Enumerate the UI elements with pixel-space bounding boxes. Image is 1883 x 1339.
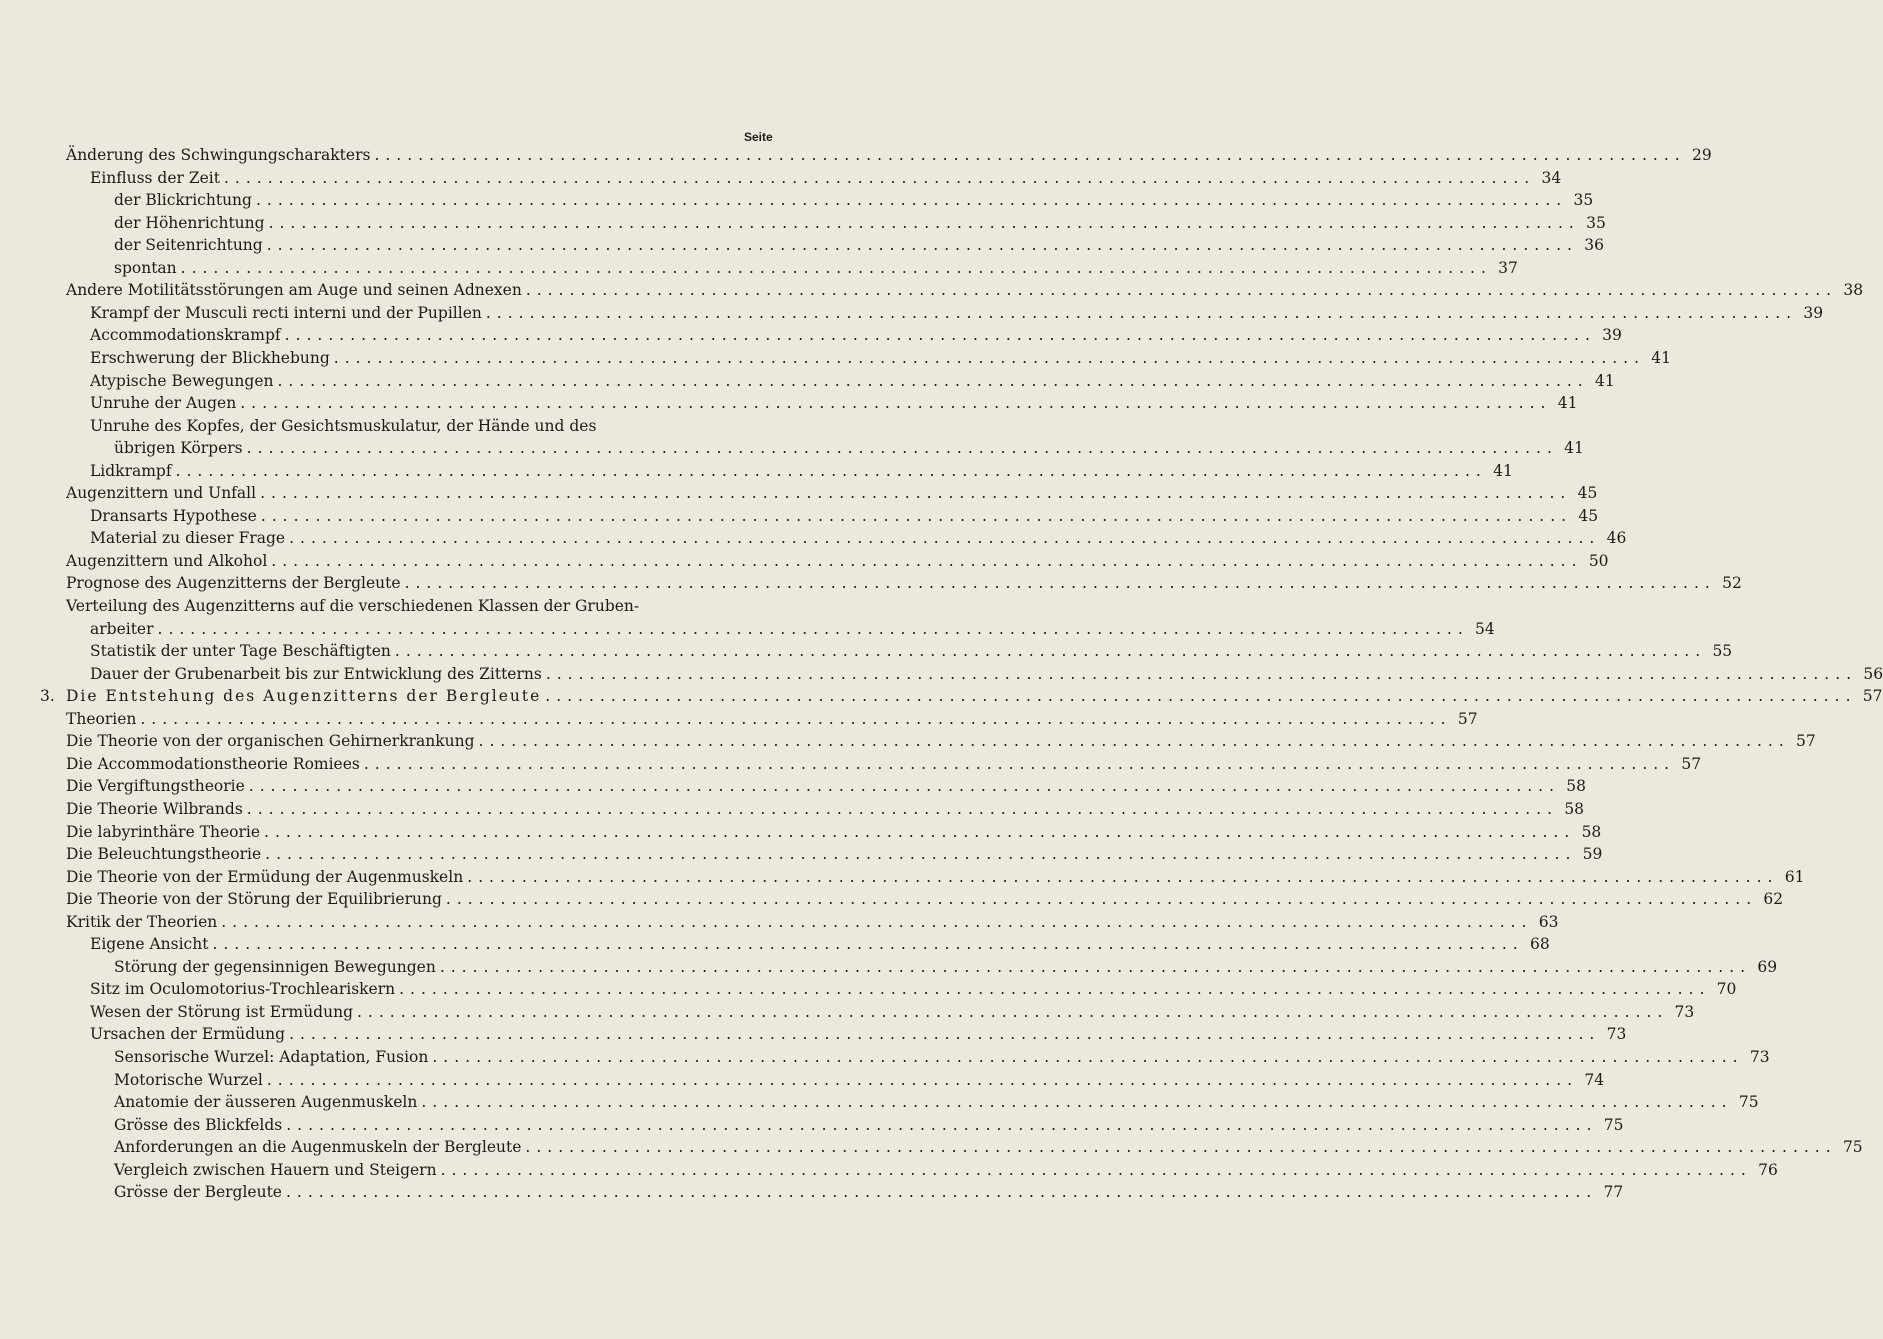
toc-entry-title: Die Entstehung des Augenzitterns der Bergleute: [66, 687, 542, 706]
toc-entry-title: Eigene Ansicht: [90, 935, 209, 954]
toc-page-number: 46: [1606, 529, 1627, 548]
dot-leader: ........................................................................................................................: [374, 146, 1686, 164]
toc-entry-title: Vergleich zwischen Hauern und Steigern: [114, 1160, 437, 1179]
toc-page-number: 57: [1457, 709, 1478, 728]
dot-leader: ........................................................................................................................: [180, 258, 1492, 277]
toc-entry: [0, 1069, 1605, 1091]
toc-entry: [0, 167, 1562, 189]
toc-entry-title: Sensorische Wurzel: Adaptation, Fusion: [114, 1048, 429, 1066]
toc-page-number: 75: [1603, 1115, 1624, 1134]
toc-entry: [0, 956, 1778, 978]
toc-page-number: 75: [1842, 1138, 1863, 1157]
toc-entry: [0, 347, 1672, 369]
toc-page-number: 61: [1784, 867, 1805, 886]
toc-entry: [0, 821, 1602, 843]
toc-page-number: 56: [1863, 664, 1883, 683]
dot-leader: ........................................................................................................................: [284, 326, 1596, 345]
toc-entry-title: Andere Motilitätsstörungen am Auge und seinen Adnexen: [66, 281, 522, 300]
toc-entry: [0, 978, 1737, 1000]
dot-leader: ........................................................................................................................: [394, 642, 1707, 661]
toc-page-number: 41: [1557, 394, 1578, 413]
toc-entry: [0, 730, 1816, 752]
toc-entry-title: Einfluss der Zeit: [90, 168, 220, 187]
toc-page-number: 41: [1595, 371, 1615, 390]
toc-page-number: 59: [1582, 845, 1603, 864]
toc-page-number: 74: [1584, 1070, 1605, 1089]
dot-leader: ........................................................................................................................: [175, 461, 1487, 480]
dot-leader: ........................................................................................................................: [289, 1025, 1601, 1044]
toc-entry-title: Störung der gegensinnigen Bewegungen: [114, 957, 436, 976]
toc-entry-title: Augenzittern und Alkohol: [66, 551, 268, 570]
dot-leader: ........................................................................................................................: [363, 754, 1676, 773]
toc-entry-title: arbeiter: [90, 619, 154, 638]
toc-entry: [0, 685, 1883, 707]
toc-page-number: 75: [1738, 1093, 1759, 1112]
toc-entry: [0, 505, 1599, 527]
toc-page-number: 58: [1564, 799, 1585, 818]
toc-entry: [0, 798, 1585, 820]
toc-entry: [0, 392, 1578, 414]
toc-page-number: 37: [1498, 258, 1518, 277]
toc-entry: [0, 370, 1615, 392]
toc-entry: [0, 775, 1587, 797]
toc-entry-title: Die Theorie Wilbrands: [66, 799, 243, 818]
dot-leader: ........................................................................................................................: [432, 1048, 1744, 1066]
toc-entry-title: Wesen der Störung ist Ermüdung: [90, 1002, 353, 1021]
toc-entry: [0, 663, 1883, 685]
toc-page-number: 70: [1716, 980, 1737, 999]
toc-entry: [0, 1091, 1759, 1113]
toc-page-number: 58: [1581, 822, 1602, 841]
dot-leader: ........................................................................................................................: [140, 709, 1452, 728]
toc-entry: [0, 550, 1609, 572]
toc-entry-title: Atypische Bewegungen: [90, 371, 274, 390]
toc-entry: [0, 527, 1627, 549]
toc-entry: [0, 708, 1478, 730]
toc-entry: [0, 257, 1518, 279]
toc-entry-title: Die Beleuchtungstheorie: [66, 845, 262, 864]
toc-page-number: 58: [1566, 777, 1587, 796]
dot-leader: ........................................................................................................................: [286, 1115, 1598, 1134]
toc-entry-title: Accommodationskrampf: [90, 326, 281, 345]
toc-entry: [0, 482, 1598, 504]
dot-leader: ........................................................................................................................: [266, 236, 1578, 255]
toc-entry-title: Dauer der Grubenarbeit bis zur Entwicklung des Zitterns: [90, 664, 542, 683]
toc-entry-title: übrigen Körpers: [114, 439, 243, 458]
toc-entry: [0, 753, 1702, 775]
dot-leader: ........................................................................................................................: [357, 1002, 1669, 1021]
dot-leader: ........................................................................................................................: [212, 935, 1524, 954]
toc-entry-title: Material zu dieser Frage: [90, 529, 286, 548]
toc-page-number: 34: [1541, 168, 1562, 187]
toc-entry: [0, 640, 1733, 662]
toc-page-number: 73: [1606, 1025, 1627, 1044]
toc-entry-title: Theorien: [66, 709, 137, 728]
toc-page-number: 55: [1712, 642, 1733, 661]
toc-entry: [0, 1001, 1695, 1023]
toc-entry: [0, 618, 1495, 640]
toc-entry-title: Statistik der unter Tage Beschäftigten: [90, 642, 391, 661]
toc-entry: [0, 1136, 1863, 1158]
dot-leader: ........................................................................................................................: [478, 732, 1790, 751]
toc-page-number: 41: [1564, 439, 1584, 458]
dot-leader: ........................................................................................................................: [157, 619, 1469, 638]
toc-entry: [0, 415, 801, 437]
dot-leader: ........................................................................................................................: [266, 1070, 1579, 1089]
toc-entry-title: Die Theorie von der Ermüdung der Augenmuskeln: [66, 867, 464, 886]
toc-entry-title: Augenzittern und Unfall: [66, 484, 257, 503]
toc-entry-title: Kritik der Theorien: [66, 912, 218, 931]
toc-entry-title: Die Vergiftungstheorie: [66, 777, 245, 796]
toc-page-number: 39: [1602, 326, 1622, 345]
toc-entry-title: Anforderungen an die Augenmuskeln der Bergleute: [114, 1138, 522, 1157]
dot-leader: ........................................................................................................................: [277, 371, 1589, 390]
toc-page-number: 29: [1691, 146, 1712, 164]
toc-entry-title: Die Accommodationstheorie Romiees: [66, 754, 360, 773]
toc-entry-title: spontan: [114, 258, 177, 277]
dot-leader: ........................................................................................................................: [485, 303, 1798, 322]
dot-leader: ........................................................................................................................: [467, 867, 1779, 886]
toc-entry-title: Dransarts Hypothese: [90, 506, 257, 525]
toc-entry: [0, 595, 801, 617]
toc-page-number: 45: [1577, 484, 1598, 503]
toc-entry: [0, 572, 1742, 594]
toc-page-number: 36: [1584, 236, 1604, 255]
dot-leader: ........................................................................................................................: [221, 912, 1533, 931]
dot-leader: ........................................................................................................................: [255, 191, 1568, 210]
toc-page-number: 35: [1586, 213, 1606, 232]
toc-page-number: 45: [1578, 506, 1599, 525]
toc-page-number: 57: [1796, 732, 1816, 751]
toc-entry: [0, 234, 1604, 256]
toc-entry-title: Krampf der Musculi recti interni und der Pupillen: [90, 303, 482, 322]
dot-leader: ........................................................................................................................: [248, 777, 1561, 796]
toc-entry: [0, 933, 1550, 955]
toc-page-number: 41: [1493, 461, 1513, 480]
toc-entry: [0, 888, 1784, 910]
dot-leader: ........................................................................................................................: [246, 439, 1558, 458]
toc-entry: [0, 1181, 1624, 1203]
dot-leader: ........................................................................................................................: [445, 890, 1758, 909]
toc-entry-title: Die Theorie von der organischen Gehirnerkrankung: [66, 732, 475, 751]
toc-entry-title: Grösse der Bergleute: [114, 1183, 282, 1202]
section-number: 3.: [40, 687, 55, 706]
toc-page-number: 57: [1862, 687, 1883, 706]
toc-entry: [0, 911, 1559, 933]
toc-page-number: 73: [1674, 1002, 1695, 1021]
toc-entry-title: Prognose des Augenzitterns der Bergleute: [66, 574, 401, 593]
toc-page-number: 39: [1803, 303, 1824, 322]
dot-leader: ........................................................................................................................: [545, 687, 1857, 706]
dot-leader: ........................................................................................................................: [399, 980, 1711, 999]
toc-page-number: 35: [1573, 191, 1594, 210]
toc-page-number: 41: [1651, 348, 1672, 367]
toc-entry-title: Änderung des Schwingungscharakters: [66, 146, 371, 164]
dot-leader: ........................................................................................................................: [525, 1138, 1837, 1157]
dot-leader: ........................................................................................................................: [439, 957, 1752, 976]
toc-entry: [0, 279, 1864, 301]
toc-entry-title: Grösse des Blickfelds: [114, 1115, 283, 1134]
dot-leader: ........................................................................................................................: [333, 348, 1646, 367]
toc-entry-title: der Blickrichtung: [114, 191, 252, 210]
dot-leader: ........................................................................................................................: [404, 574, 1716, 593]
page-column-header: Seite: [744, 130, 773, 144]
toc-entry: [0, 324, 1622, 346]
toc-page-number: 52: [1722, 574, 1742, 593]
toc-entry: [0, 1159, 1778, 1181]
toc-entry-title: Anatomie der äusseren Augenmuskeln: [114, 1093, 418, 1112]
dot-leader: ........................................................................................................................: [223, 168, 1536, 187]
toc-page-number: 73: [1749, 1048, 1770, 1066]
toc-page-number: 38: [1843, 281, 1864, 300]
toc-entry: [0, 460, 1513, 482]
dot-leader: ........................................................................................................................: [260, 506, 1573, 525]
toc-page-number: 63: [1538, 912, 1559, 931]
toc-page-number: 76: [1758, 1160, 1778, 1179]
toc-entry: [0, 144, 1712, 166]
toc-entry: [0, 189, 1594, 211]
dot-leader: ........................................................................................................................: [525, 281, 1838, 300]
toc-entry-title: Unruhe der Augen: [90, 394, 237, 413]
toc-entry: [0, 1114, 1624, 1136]
dot-leader: ........................................................................................................................: [440, 1160, 1752, 1179]
dot-leader: ........................................................................................................................: [264, 822, 1576, 841]
toc-entry: [0, 866, 1805, 888]
dot-leader: ........................................................................................................................: [271, 551, 1583, 570]
dot-leader: ........................................................................................................................: [246, 799, 1559, 818]
toc-entry-title: Lidkrampf: [90, 461, 172, 480]
toc-entry: [0, 212, 1606, 234]
dot-leader: ........................................................................................................................: [268, 213, 1580, 232]
toc-page-number: 68: [1529, 935, 1550, 954]
toc-entry-title: Unruhe des Kopfes, der Gesichtsmuskulatur, der Hände und des: [90, 416, 597, 435]
toc-page-number: 69: [1757, 957, 1778, 976]
dot-leader: ........................................................................................................................: [240, 394, 1552, 413]
toc-entry-title: Die labyrinthäre Theorie: [66, 822, 261, 841]
toc-entry-title: Verteilung des Augenzitterns auf die verschiedenen Klassen der Gruben-: [66, 597, 640, 615]
toc-entry-title: der Höhenrichtung: [114, 213, 265, 232]
dot-leader: ........................................................................................................................: [421, 1093, 1733, 1112]
toc-entry: [0, 1046, 1770, 1068]
toc-entry: [0, 437, 1584, 459]
toc-entry-title: der Seitenrichtung: [114, 236, 263, 255]
toc-page-number: 62: [1763, 890, 1784, 909]
dot-leader: ........................................................................................................................: [265, 845, 1577, 864]
toc-page-number: 54: [1475, 619, 1495, 638]
toc-page-number: 77: [1603, 1183, 1624, 1202]
toc-page-number: 50: [1588, 551, 1609, 570]
dot-leader: ........................................................................................................................: [260, 484, 1572, 503]
toc-entry-title: Sitz im Oculomotorius-Trochleariskern: [90, 980, 396, 999]
toc-entry-title: Ursachen der Ermüdung: [90, 1025, 286, 1044]
toc-entry-title: Die Theorie von der Störung der Equilibrierung: [66, 890, 442, 909]
dot-leader: ........................................................................................................................: [545, 664, 1858, 683]
toc-entry: [0, 302, 1824, 324]
toc-page-number: 57: [1681, 754, 1702, 773]
toc-entry: [0, 1023, 1627, 1045]
toc-entry-title: Erschwerung der Blickhebung: [90, 348, 330, 367]
toc-entry: [0, 843, 1603, 865]
toc-entry-title: Motorische Wurzel: [114, 1070, 263, 1089]
dot-leader: ........................................................................................................................: [289, 529, 1601, 548]
dot-leader: ........................................................................................................................: [285, 1183, 1598, 1202]
